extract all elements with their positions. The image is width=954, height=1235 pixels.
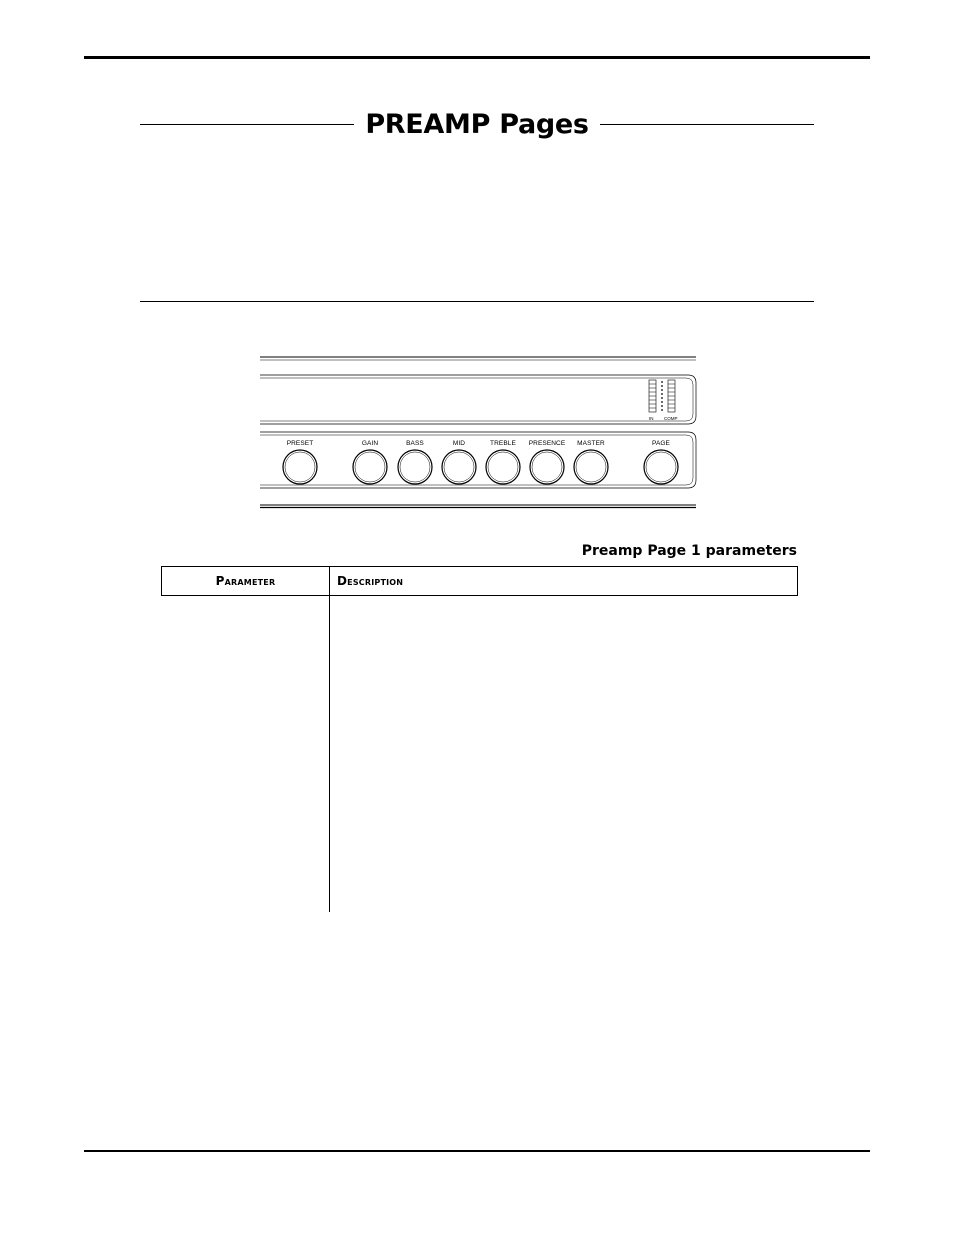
knob-gain	[353, 450, 387, 484]
knob-label-presence: PRESENCE	[528, 440, 566, 447]
knob-label-master: MASTER	[577, 440, 605, 447]
knob-preset	[283, 450, 317, 484]
knob-label-preset: PRESET	[286, 440, 314, 447]
knob-presence	[530, 450, 564, 484]
column-divider	[329, 596, 330, 912]
knob-treble	[486, 450, 520, 484]
footer-rule	[84, 1150, 870, 1152]
knob-master	[574, 450, 608, 484]
title-block	[140, 104, 814, 144]
level-meter	[649, 380, 675, 412]
meter-label-in: IN	[649, 416, 654, 421]
front-panel-drawing	[260, 354, 700, 512]
title-line-right	[600, 124, 814, 125]
knob-label-page: PAGE	[652, 440, 670, 447]
section-rule	[140, 301, 814, 302]
parameter-table	[161, 566, 798, 596]
table-caption: Preamp Page 1 parameters	[581, 543, 797, 559]
knob-bass	[398, 450, 432, 484]
knob-mid	[442, 450, 476, 484]
knob-label-mid: MID	[452, 440, 466, 447]
front-panel-illustration	[260, 354, 700, 512]
knob-label-gain: GAIN	[361, 440, 379, 447]
knob-label-treble: TREBLE	[490, 440, 516, 447]
knob-label-bass: BASS	[406, 440, 424, 447]
page-title: PREAMP Pages	[365, 108, 589, 140]
table-header-row	[161, 566, 798, 596]
title-line-left	[140, 124, 354, 125]
meter-label-comp: COMP	[664, 416, 678, 421]
header-rule	[84, 56, 870, 59]
header-parameter: Parameter	[162, 567, 330, 595]
header-description: Description	[337, 574, 404, 588]
knob-page	[644, 450, 678, 484]
